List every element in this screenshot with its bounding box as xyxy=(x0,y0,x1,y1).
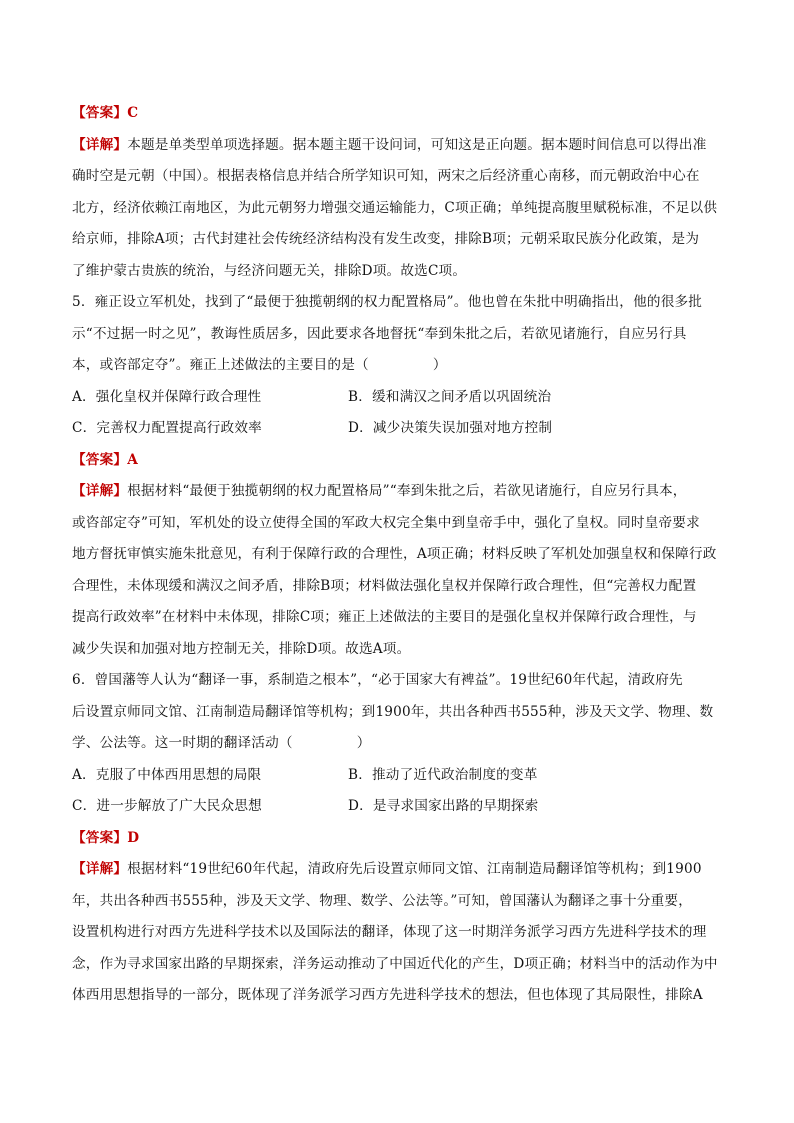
answer-tag: 【答案】 xyxy=(72,829,128,846)
answer-line xyxy=(72,445,722,477)
question-stem-line: 后设置京师同文馆、江南制造局翻译馆等机构；到1900年，共出各种西书555种，涉及天文学、物理、数 xyxy=(72,703,714,720)
detail-line: 念，作为寻求国家出路的早期探索，洋务运动推动了中国近代化的产生，D项正确；材料当中的活动作为中 xyxy=(72,955,718,972)
detail-tag: 【详解】 xyxy=(72,136,128,153)
answer-line xyxy=(72,823,722,855)
answer-value: A xyxy=(127,451,138,468)
detail-line: 减少失误和加强对地方控制无关，排除D项。故选A项。 xyxy=(72,640,411,657)
question-stem-line xyxy=(72,350,722,382)
detail-line: 体西用思想指导的一部分，既体现了洋务派学习西方先进科学技术的想法，但也体现了其局限性，排除A xyxy=(72,987,703,1003)
option-b: B．推动了近代政治制度的变革 xyxy=(348,766,538,783)
question-stem-text: 本，或咨部定夺”。雍正上述做法的主要目的是（ xyxy=(72,357,369,373)
detail-line xyxy=(72,854,722,886)
detail-tag: 【详解】 xyxy=(72,483,128,499)
option-c: C．进一步解放了广大民众思想 xyxy=(72,798,262,814)
detail-text: 本题是单类型单项选择题。据本题主题干设问词，可知这是正向题。据本题时间信息可以得出准 xyxy=(127,136,707,153)
option-a: A．强化皇权并保障行政合理性 xyxy=(72,388,262,405)
options-row xyxy=(72,760,722,792)
question-stem-text: 学、公法等。这一时期的翻译活动（ xyxy=(72,735,293,751)
answer-value: D xyxy=(127,829,140,846)
detail-line: 或咨部定夺”可知，军机处的设立使得全国的军政大权完全集中到皇帝手中，强化了皇权。同时皇帝要求 xyxy=(72,514,700,531)
detail-line: 年，共出各种西书555种，涉及天文学、物理、数学、公法等。”可知，曾国藩认为翻译之事十分重要， xyxy=(72,892,693,909)
question-stem-close: ） xyxy=(432,357,447,373)
detail-line: 设置机构进行对西方先进科学技术以及国际法的翻译，体现了这一时期洋务派学习西方先进科学技术的理 xyxy=(72,924,707,940)
detail-line xyxy=(72,476,722,508)
question-stem-line: 示“不过据一时之见”，教诲性质居多，因此要求各地督抚“奉到朱批之后，若欲见诸施行，自应另行具 xyxy=(72,325,687,342)
option-d: D．是寻求国家出路的早期探索 xyxy=(348,798,539,814)
option-d: D．减少决策失误加强对地方控制 xyxy=(348,420,553,436)
answer-line xyxy=(72,98,722,130)
answer-value: C xyxy=(127,105,139,121)
options-row xyxy=(72,413,722,445)
detail-tag: 【详解】 xyxy=(72,861,128,877)
option-a: A．克服了中体西用思想的局限 xyxy=(72,766,262,783)
question-stem-line xyxy=(72,728,722,760)
question-stem-line: 5．雍正设立军机处，找到了“最便于独揽朝纲的权力配置格局”。他也曾在朱批中明确指出，他的很多批 xyxy=(72,294,703,310)
detail-line: 北方，经济依赖江南地区，为此元朝努力增强交通运输能力，C项正确；单纯提高腹里赋税标准，不足以供 xyxy=(72,199,718,216)
detail-text: 根据材料“最便于独揽朝纲的权力配置格局”“奉到朱批之后，若欲见诸施行，自应另行具本， xyxy=(127,483,687,499)
answer-tag: 【答案】 xyxy=(72,105,128,121)
detail-line: 了维护蒙古贵族的统治，与经济问题无关，排除D项。故选C项。 xyxy=(72,262,467,279)
detail-line: 地方督抚审慎实施朱批意见，有利于保障行政的合理性，A项正确；材料反映了军机处加强皇权和保障行政 xyxy=(72,546,717,562)
document-page xyxy=(72,98,722,1012)
options-row xyxy=(72,382,722,414)
answer-tag: 【答案】 xyxy=(72,451,128,468)
detail-line: 确时空是元朝（中国）。根据表格信息并结合所学知识可知，两宋之后经济重心南移，而元朝政治中心在 xyxy=(72,168,700,184)
option-c: C．完善权力配置提高行政效率 xyxy=(72,420,262,436)
question-stem-close: ） xyxy=(356,735,371,751)
question-stem-line: 6．曾国藩等人认为“翻译一事，系制造之根本”，“必于国家大有裨益”。19世纪60年代起，清政府先 xyxy=(72,672,683,688)
detail-line: 提高行政效率”在材料中未体现，排除C项；雍正上述做法的主要目的是强化皇权并保障行政合理性，与 xyxy=(72,609,697,625)
options-row xyxy=(72,791,722,823)
detail-line xyxy=(72,130,722,162)
detail-line: 给京师，排除A项；古代封建社会传统经济结构没有发生改变，排除B项；元朝采取民族分化政策，是为 xyxy=(72,231,700,247)
option-b: B．缓和满汉之间矛盾以巩固统治 xyxy=(348,388,552,405)
detail-line: 合理性，未体现缓和满汉之间矛盾，排除B项；材料做法强化皇权并保障行政合理性，但“完善权力配置 xyxy=(72,577,697,594)
detail-text: 根据材料“19世纪60年代起，清政府先后设置京师同文馆、江南制造局翻译馆等机构；到1900 xyxy=(127,861,702,877)
